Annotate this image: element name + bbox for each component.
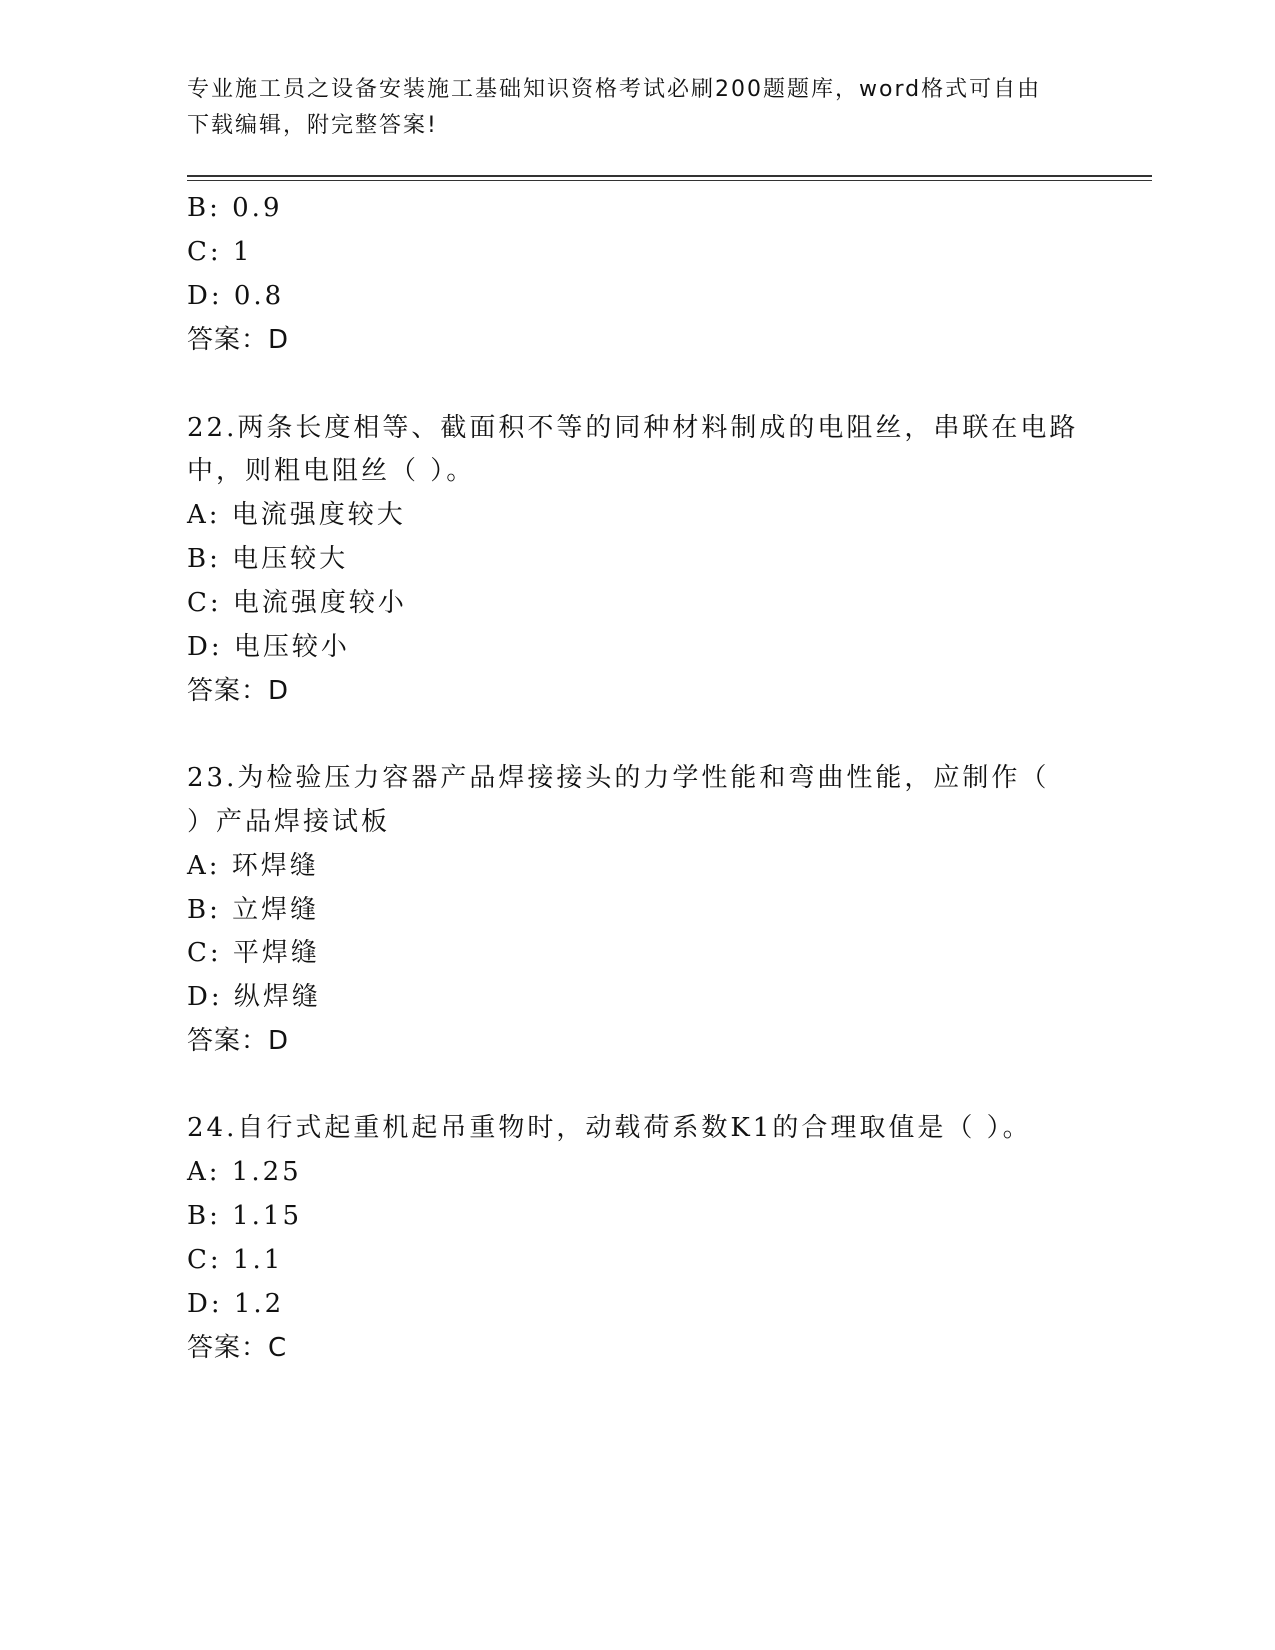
q23-option-c: C: 平焊缝 bbox=[187, 938, 320, 968]
q22-option-c: C: 电流强度较小 bbox=[187, 588, 407, 618]
q21-option-d: D: 0.8 bbox=[187, 281, 285, 311]
q24-stem-line-1: 24.自行式起重机起吊重物时，动载荷系数K1的合理取值是（ ）。 bbox=[187, 1113, 1032, 1143]
q22-option-d: D: 电压较小 bbox=[187, 632, 350, 662]
q22-stem-line-2: 中，则粗电阻丝（ ）。 bbox=[187, 456, 476, 486]
q21-option-b: B: 0.9 bbox=[187, 193, 283, 223]
q21-answer: 答案：D bbox=[187, 325, 290, 355]
q21-option-c: C: 1 bbox=[187, 237, 253, 267]
q23-option-d: D: 纵焊缝 bbox=[187, 982, 321, 1012]
q22-option-b: B: 电压较大 bbox=[187, 544, 349, 574]
q23-stem-line-2: ）产品焊接试板 bbox=[187, 807, 391, 837]
q24-answer: 答案：C bbox=[187, 1333, 288, 1363]
q23-answer: 答案：D bbox=[187, 1026, 290, 1056]
q23-stem-line-1: 23.为检验压力容器产品焊接接头的力学性能和弯曲性能，应制作（ bbox=[187, 763, 1050, 793]
header-line-2: 下载编辑，附完整答案! bbox=[187, 113, 438, 138]
q23-option-a: A: 环焊缝 bbox=[187, 851, 319, 881]
q22-answer: 答案：D bbox=[187, 676, 290, 706]
q24-option-c: C: 1.1 bbox=[187, 1245, 284, 1275]
q24-option-a: A: 1.25 bbox=[187, 1157, 302, 1187]
header-divider-thick bbox=[187, 175, 1152, 177]
q24-option-d: D: 1.2 bbox=[187, 1289, 285, 1319]
q23-option-b: B: 立焊缝 bbox=[187, 895, 320, 925]
q22-stem-line-1: 22.两条长度相等、截面积不等的同种材料制成的电阻丝，串联在电路 bbox=[187, 413, 1079, 443]
q22-option-a: A: 电流强度较大 bbox=[187, 500, 406, 530]
header-line-1: 专业施工员之设备安装施工基础知识资格考试必刷200题题库，word格式可自由 bbox=[187, 77, 1042, 102]
q24-option-b: B: 1.15 bbox=[187, 1201, 303, 1231]
header-divider-thin bbox=[187, 180, 1152, 181]
page-header bbox=[187, 72, 1067, 144]
